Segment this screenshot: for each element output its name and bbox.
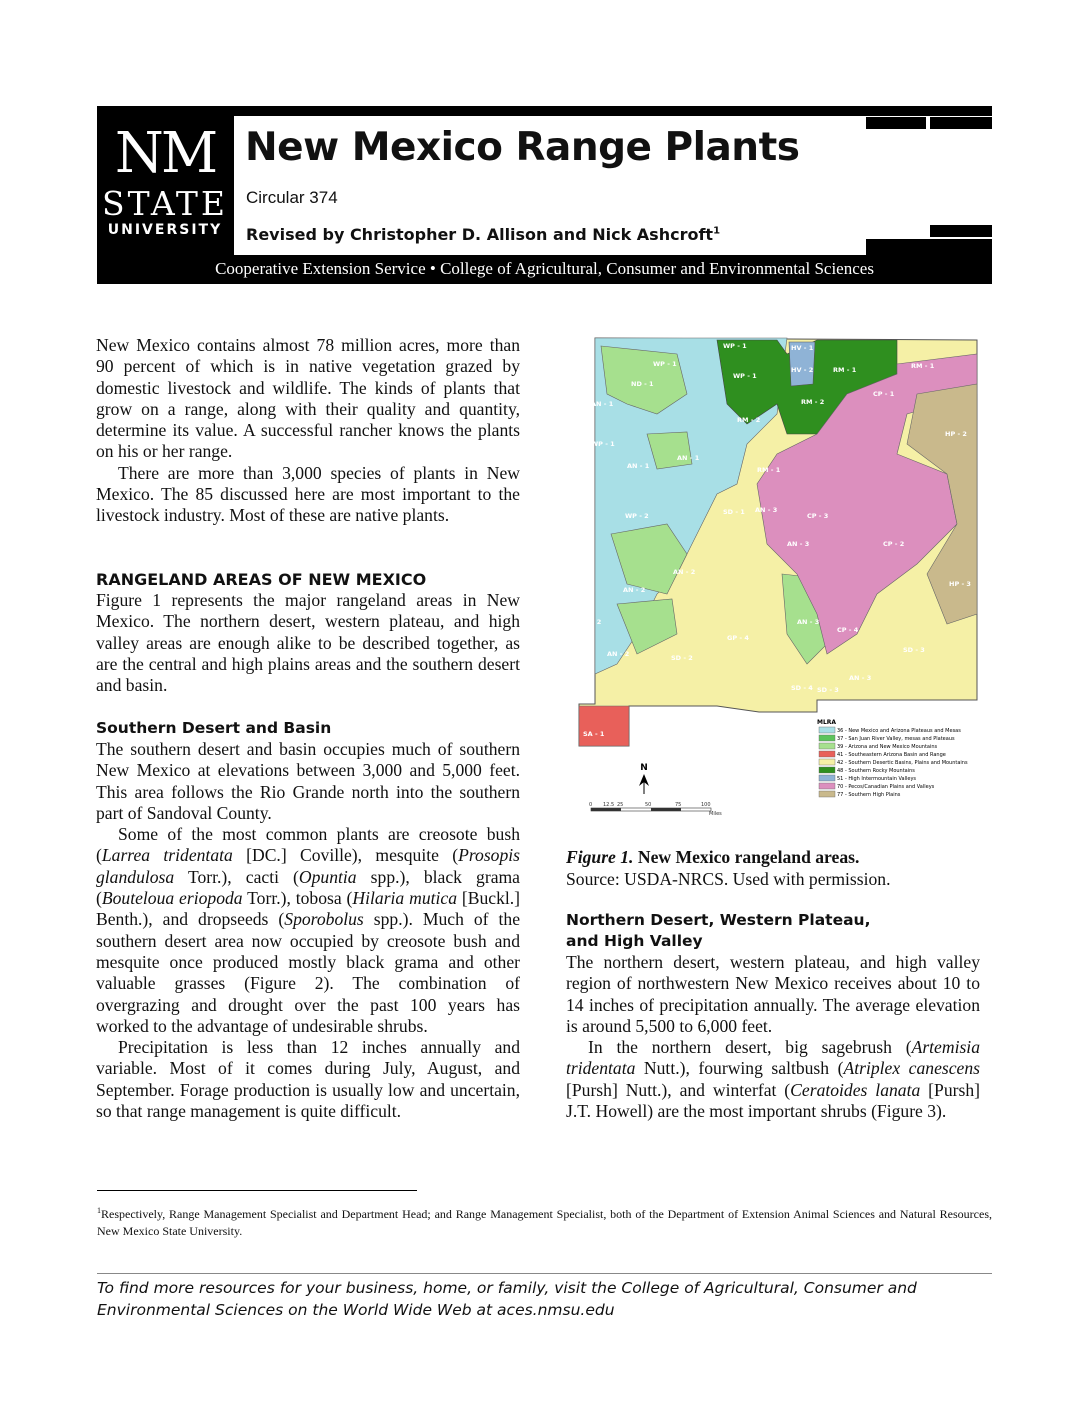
map-label: AN - 2 xyxy=(579,618,602,626)
svg-text:41 - Southeastern Arizona Basi: 41 - Southeastern Arizona Basin and Range xyxy=(837,752,946,758)
footnote-rule xyxy=(97,1190,417,1191)
map-label: AN - 1 xyxy=(627,462,650,470)
banner-text: Cooperative Extension Service • College of Agricultural, Consumer and Environmental Sciences xyxy=(215,259,874,278)
map-label: ND - 1 xyxy=(631,380,654,388)
map-label: WP - 1 xyxy=(653,360,677,368)
northern-paragraph-2: In the northern desert, big sagebrush (Artemisia tridentata Nutt.), fourwing saltbush (Atriplex canescens [Pursh] Nutt.), and winterfat (Ceratoides lanata [Pursh] J.T. Howell) are the most important shrubs (Figure 3). xyxy=(566,1037,980,1122)
logo-nm: NM xyxy=(114,121,216,186)
svg-text:12.5: 12.5 xyxy=(603,802,615,808)
map-label: SD - 2 xyxy=(671,654,693,662)
map-label: CP - 3 xyxy=(807,512,829,520)
subsection-heading: Southern Desert and Basin xyxy=(96,719,332,737)
map-label: SA - 1 xyxy=(583,730,605,738)
map-scale-bar xyxy=(589,802,722,817)
map-label: CP - 4 xyxy=(837,626,859,634)
extension-banner xyxy=(97,255,992,284)
legend-item xyxy=(819,791,901,798)
legend-item xyxy=(819,759,968,766)
map-label: WP - 1 xyxy=(723,342,747,350)
rangeland-map xyxy=(577,334,990,824)
intro-paragraph-1: New Mexico contains almost 78 million acres, more than 90 percent of which is in native vegetation grazed by domestic livestock and wildlife. The kinds of plants that grow on a range, along with their quality and quantity, determine its value. A successful rancher knows the plants on his or her range. xyxy=(96,335,520,462)
svg-text:37 - San Juan River Valley, me: 37 - San Juan River Valley, mesas and Plateaus xyxy=(837,736,955,742)
map-label: AN - 3 xyxy=(787,540,810,548)
legend-item xyxy=(819,727,961,734)
section-paragraph: Figure 1 represents the major rangeland areas in New Mexico. The northern desert, western plateau, and high valley areas are enough alike to be described together, as are the central and high plains areas and the southern desert and basin. xyxy=(96,590,520,696)
footer-resources-text: To find more resources for your business, home, or family, visit the College of Agricultural, Consumer and Environmental Sciences on the World Wide Web at aces.nmsu.edu xyxy=(97,1279,917,1319)
footnote xyxy=(97,1202,992,1240)
section-heading: RANGELAND AREAS OF NEW MEXICO xyxy=(96,570,427,589)
svg-text:77 - Southern High Plains: 77 - Southern High Plains xyxy=(837,792,901,798)
svg-text:51 - High Intermountain Valley: 51 - High Intermountain Valleys xyxy=(837,776,917,782)
map-label: WP - 2 xyxy=(625,512,649,520)
legend-item xyxy=(819,735,955,742)
logo-state: STATE xyxy=(102,184,228,223)
svg-text:42 - Southern Desertic Basins,: 42 - Southern Desertic Basins, Plains and Mountains xyxy=(837,760,968,766)
footnote-text: Respectively, Range Management Specialist and Department Head; and Range Management Specialist, both of the Department of Extension Animal Sciences and Natural Resources, New Mexico State University. xyxy=(97,1207,992,1238)
svg-text:39 - Arizona and New Mexico Mo: 39 - Arizona and New Mexico Mountains xyxy=(837,744,938,750)
map-region-41 xyxy=(579,706,629,746)
legend-item xyxy=(819,751,946,758)
map-label: GP - 4 xyxy=(727,634,749,642)
map-label: RM - 1 xyxy=(911,362,935,370)
legend-item xyxy=(819,767,915,774)
svg-text:MLRA: MLRA xyxy=(817,719,837,726)
footnote-mark: 1 xyxy=(97,1206,101,1215)
legend-item xyxy=(819,783,935,790)
legend-item xyxy=(819,743,938,750)
map-label: WP - 1 xyxy=(591,440,615,448)
authors-footnote-mark: 1 xyxy=(713,225,721,237)
northern-paragraph-1: The northern desert, western plateau, and high valley region of northwestern New Mexico receives about 10 to 14 inches of precipitation annually. The average elevation is around 5,500 to 6,000 feet. xyxy=(566,952,980,1036)
nmsu-logo xyxy=(97,116,234,257)
page-title: New Mexico Range Plants xyxy=(245,125,800,170)
left-column xyxy=(96,335,520,527)
circular-number: Circular 374 xyxy=(246,188,338,207)
authors-text: Revised by Christopher D. Allison and Nick Ashcroft xyxy=(246,225,714,244)
header-decor-bars-top xyxy=(866,117,992,129)
map-label: AN - 3 xyxy=(797,618,820,626)
map-label: AN - 3 xyxy=(755,506,778,514)
map-label: SD - 4 xyxy=(791,684,813,692)
header-top-rule xyxy=(97,106,992,116)
southern-desert-paragraph-1: The southern desert and basin occupies much of southern New Mexico at elevations between 3,000 and 5,000 feet. This area follows the Rio Grande north into the southern part of Sandoval County. xyxy=(96,739,520,823)
svg-text:100: 100 xyxy=(701,802,711,808)
svg-text:25: 25 xyxy=(617,802,624,808)
rangeland-section xyxy=(96,569,520,696)
map-label: AN - 2 xyxy=(607,650,630,658)
svg-text:50: 50 xyxy=(645,802,652,808)
map-label: RM - 1 xyxy=(833,366,857,374)
caption-source: Source: USDA-NRCS. Used with permission. xyxy=(566,869,891,889)
logo-university: UNIVERSITY xyxy=(107,222,223,238)
map-label: HP - 3 xyxy=(949,580,971,588)
map-label: SD - 3 xyxy=(903,646,925,654)
svg-text:70 - Pecos/Canadian Plains and: 70 - Pecos/Canadian Plains and Valleys xyxy=(837,784,935,790)
svg-text:N: N xyxy=(640,763,648,773)
map-label: AN - 2 xyxy=(623,586,646,594)
svg-text:36 - New Mexico and Arizona Pl: 36 - New Mexico and Arizona Plateaus and Mesas xyxy=(837,728,961,734)
map-legend xyxy=(817,719,968,798)
header-decor-bars-bottom xyxy=(866,225,992,255)
authors-line xyxy=(246,225,720,244)
map-label: HV - 2 xyxy=(791,366,814,374)
svg-text:75: 75 xyxy=(675,802,682,808)
map-label: AN - 3 xyxy=(849,674,872,682)
figure-caption xyxy=(566,846,986,890)
svg-text:0: 0 xyxy=(589,802,593,808)
map-label: HP - 2 xyxy=(945,430,967,438)
map-label: CP - 2 xyxy=(883,540,905,548)
map-label: AN - 1 xyxy=(677,454,700,462)
southern-desert-paragraph-3: Precipitation is less than 12 inches annually and variable. Most of it comes during July, August, and September. Forage production is usually low and uncertain, so that range management is quite difficult. xyxy=(96,1037,520,1122)
northern-heading-line2: and High Valley xyxy=(566,932,703,950)
map-label: AN - 2 xyxy=(673,568,696,576)
svg-text:Miles: Miles xyxy=(709,811,722,817)
northern-heading-line1: Northern Desert, Western Plateau, xyxy=(566,911,871,929)
intro-paragraph-2: There are more than 3,000 species of plants in New Mexico. The 85 discussed here are most important to the livestock industry. Most of these are native plants. xyxy=(96,462,520,526)
map-label: WP - 1 xyxy=(733,372,757,380)
map-label: SD - 1 xyxy=(723,508,745,516)
legend-item xyxy=(819,775,916,782)
map-label: CP - 1 xyxy=(873,390,895,398)
caption-label: Figure 1. xyxy=(566,847,634,867)
map-label: SD - 3 xyxy=(817,686,839,694)
map-label: HV - 1 xyxy=(791,344,814,352)
northern-desert-section xyxy=(566,910,980,1122)
map-label: AN - 1 xyxy=(591,400,614,408)
north-arrow-icon xyxy=(639,763,649,794)
map-label: RM - 2 xyxy=(801,398,825,406)
caption-title: New Mexico rangeland areas. xyxy=(637,847,860,867)
southern-desert-paragraph-2: Some of the most common plants are creosote bush (Larrea tridentata [DC.] Coville), mesquite (Prosopis glandulosa Torr.), cacti (Opuntia spp.), black grama (Bouteloua eriopoda Torr.), tobosa (Hilaria mutica [Buckl.] Benth.), and dropseeds (Sporobolus spp.). Much of the southern desert area now occupied by creosote bush and mesquite once produced mostly black grama and other valuable grasses (Figure 2). The combination of overgrazing and drought over the past 100 years has worked to the advantage of undesirable shrubs. xyxy=(96,824,521,1036)
southern-desert-section xyxy=(96,718,520,1122)
map-label: RM - 2 xyxy=(737,416,761,424)
svg-text:48 - Southern Rocky Mountains: 48 - Southern Rocky Mountains xyxy=(837,768,915,774)
footer-rule xyxy=(97,1273,992,1274)
map-label: RM - 1 xyxy=(757,466,781,474)
